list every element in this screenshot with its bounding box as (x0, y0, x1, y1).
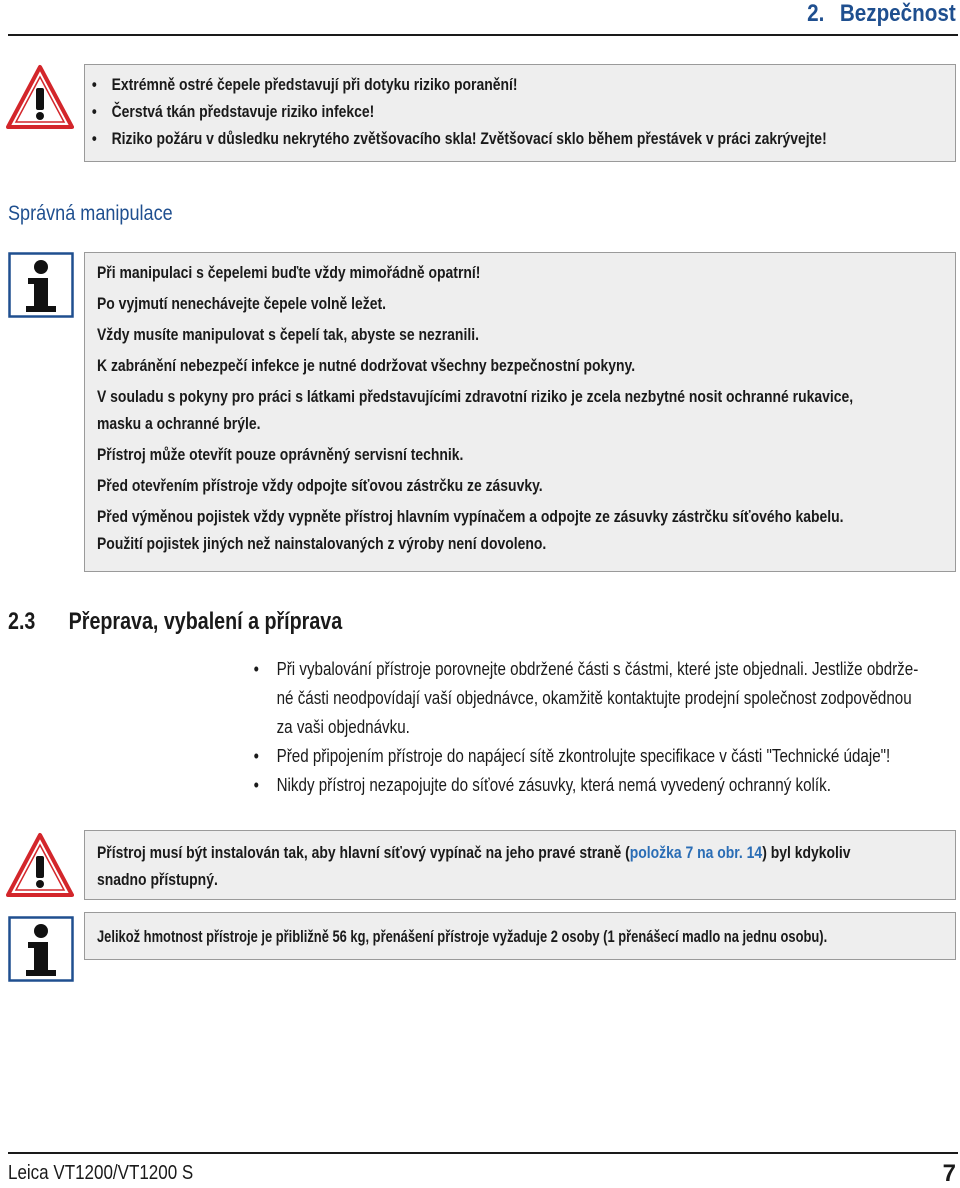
chapter-header (807, 0, 956, 28)
paragraph: Při manipulaci s čepelemi buďte vždy mimořádně opatrní! (97, 263, 481, 282)
warning-box-1 (84, 64, 956, 162)
figure-reference-link[interactable]: položka 7 na obr. 14 (629, 843, 763, 862)
paragraph: Použití pojistek jiných než nainstalovaných z výroby není dovoleno. (97, 534, 547, 553)
paragraph: K zabránění nebezpečí infekce je nutné dodržovat všechny bezpečnostní pokyny. (97, 356, 636, 375)
paragraph: Před otevřením přístroje vždy odpojte síťovou zástrčku ze zásuvky. (97, 476, 543, 495)
paragraph: Jelikož hmotnost přístroje je přibližně 56 kg, přenášení přístroje vyžaduje 2 osoby (1 přenášecí madlo na jednu osobu). (97, 927, 828, 946)
list-item: • Nikdy přístroj nezapojujte do síťové zásuvky, která nemá vyvedený ochranný kolík. (252, 770, 918, 799)
list-item: • Čerstvá tkán představuje riziko infekce! (87, 98, 827, 125)
info-icon (8, 916, 74, 982)
footer-product: Leica VT1200/VT1200 S (8, 1162, 194, 1184)
info-box-handling (84, 252, 956, 572)
list-item: • Při vybalování přístroje porovnejte obdržené části s částmi, které jste objednali. Jestliže obdrže- né části neodpovídají vaší objednávce, okamžitě kontaktujte prodejní společnost zodpovědnou za vaši objednávku. (252, 654, 918, 741)
transport-list (252, 654, 918, 799)
paragraph: Přístroj může otevřít pouze oprávněný servisní technik. (97, 445, 464, 464)
section-heading-handling: Správná manipulace (8, 202, 173, 225)
paragraph: Před výměnou pojistek vždy vypněte přístroj hlavním vypínačem a odpojte ze zásuvky zástrčku síťového kabelu. (97, 507, 844, 526)
paragraph: Vždy musíte manipulovat s čepelí tak, abyste se nezranili. (97, 325, 479, 344)
warning-triangle-icon (6, 64, 74, 130)
info-icon (8, 252, 74, 318)
info-box-weight (84, 912, 956, 960)
paragraph: snadno přístupný. (97, 870, 218, 889)
paragraph: V souladu s pokyny pro práci s látkami představujícími zdravotní riziko je zcela nezbytné nosit ochranné rukavice, (97, 387, 854, 406)
chapter-number: 2. (807, 0, 825, 27)
header-divider (8, 34, 958, 36)
warning-triangle-icon (6, 832, 74, 898)
section-heading-2-3 (8, 608, 342, 636)
section-title: Přeprava, vybalení a příprava (68, 608, 343, 635)
footer-divider (8, 1152, 958, 1154)
list-item: • Před připojením přístroje do napájecí sítě zkontrolujte specifikace v části "Technické údaje"! (252, 741, 918, 770)
list-item: • Extrémně ostré čepele představují při dotyku riziko poranění! (87, 71, 827, 98)
chapter-title: Bezpečnost (840, 0, 956, 27)
paragraph: masku a ochranné brýle. (97, 414, 261, 433)
section-number: 2.3 (8, 608, 36, 635)
warning-list-1 (87, 71, 827, 152)
paragraph: Po vyjmutí nenechávejte čepele volně ležet. (97, 294, 386, 313)
list-item: • Riziko požáru v důsledku nekrytého zvětšovacího skla! Zvětšovací sklo během přestávek v práci zakrývejte! (87, 125, 827, 152)
warning-box-2 (84, 830, 956, 900)
page-number: 7 (942, 1160, 956, 1187)
paragraph: Přístroj musí být instalován tak, aby hlavní síťový vypínač na jeho pravé straně (položka 7 na obr. 14) byl kdykoliv (97, 843, 851, 862)
